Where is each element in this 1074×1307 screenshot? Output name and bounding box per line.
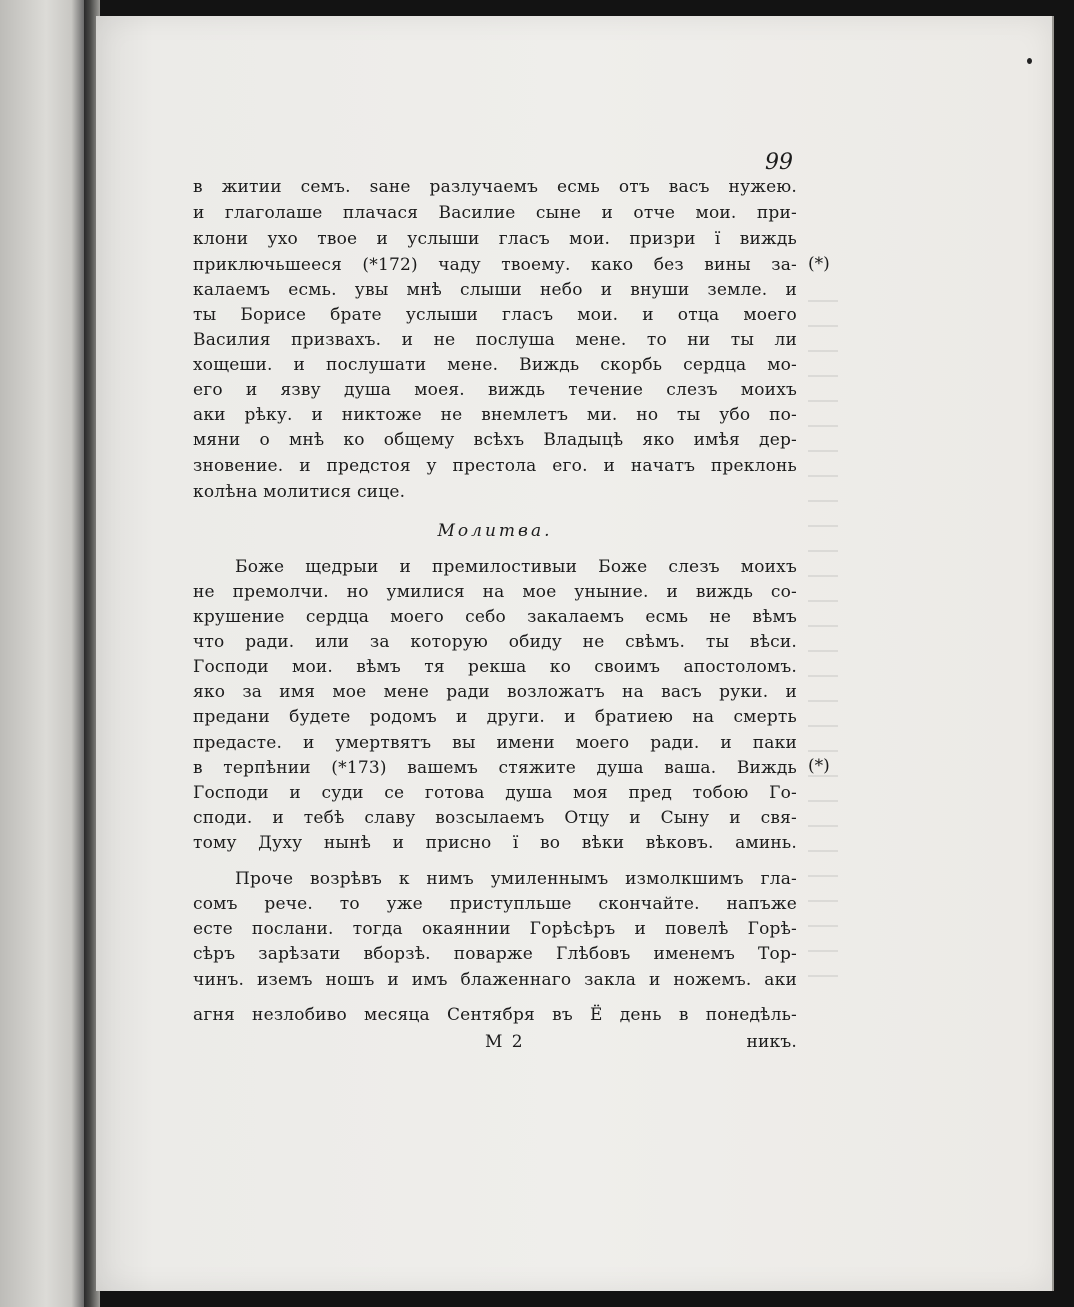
text-line: колѣна молитися сице. <box>193 482 406 502</box>
text-line: Василия призвахъ. и не послуша мене. то ни ты ли <box>193 330 797 350</box>
prayer-heading: Молитва. <box>437 521 553 541</box>
text-line: в терпѣнии (*173) вашемъ стяжите душа ваша. Виждь <box>193 758 797 778</box>
text-line: Проче возрѣвъ к нимъ умиленнымъ измолкшимъ гла- <box>235 869 797 889</box>
text-line: сѣръ зарѣзати вборзѣ. поварже Глѣбовъ именемъ Тор- <box>193 944 797 964</box>
left-page-edge <box>0 0 84 1307</box>
page-mark-dot <box>1027 58 1032 64</box>
text-line: и глаголаше плачася Василие сыне и отче мои. при- <box>193 203 797 223</box>
text-line: агня незлобиво месяца Сентября въ Ё день в понедѣль- <box>193 1005 797 1025</box>
text-line: его и язву душа моея. виждь течение слезъ моихъ <box>193 380 797 400</box>
text-line: Господи мои. вѣмъ тя рекша ко своимъ апостоломъ. <box>193 657 797 677</box>
footnote-marker: (*) <box>808 254 830 274</box>
text-line: крушение сердца моего себо закалаемъ есмь не вѣмъ <box>193 607 797 627</box>
text-line: яко за имя мое мене ради возложатъ на васъ руки. и <box>193 682 797 702</box>
page-number: 99 <box>765 150 793 175</box>
text-line: Боже щедрыи и премилостивыи Боже слезъ моихъ <box>235 557 797 577</box>
text-line: споди. и тебѣ славу возсылаемъ Отцу и Сыну и свя- <box>193 808 797 828</box>
footnote-marker: (*) <box>808 756 830 776</box>
text-line: клони ухо твое и услыши гласъ мои. призри ї виждь <box>193 229 797 249</box>
text-line: Господи и суди се готова душа моя пред тобою Го- <box>193 783 797 803</box>
text-line: есте послани. тогда окаяннии Горѣсѣръ и повелѣ Горѣ- <box>193 919 797 939</box>
show-through <box>808 300 838 1000</box>
signature-mark: М 2 <box>485 1032 525 1052</box>
text-line: калаемъ есмь. увы мнѣ слыши небо и внуши земле. и <box>193 280 797 300</box>
text-line: ты Борисе брате услыши гласъ мои. и отца моего <box>193 305 797 325</box>
text-line: хощеши. и послушати мене. Виждь скорбь сердца мо- <box>193 355 797 375</box>
text-line: мяни о мнѣ ко общему всѣхъ Владыцѣ яко имѣя дер- <box>193 430 797 450</box>
text-line: чинъ. иземъ ношъ и имъ блаженнаго закла и ножемъ. аки <box>193 970 797 990</box>
catchword: никъ. <box>746 1032 797 1052</box>
text-line: предасте. и умертвятъ вы имени моего ради. и паки <box>193 733 797 753</box>
text-line: сомъ рече. то уже приступльше скончайте. напъже <box>193 894 797 914</box>
text-line: предани будете родомъ и други. и братиею на смерть <box>193 707 797 727</box>
text-line: что ради. или за которую обиду не свѣмъ. ты вѣси. <box>193 632 797 652</box>
text-line: приключьшееся (*172) чаду твоему. како без вины за- <box>193 255 797 275</box>
text-line: не премолчи. но умилися на мое уныние. и виждь со- <box>193 582 797 602</box>
text-line: зновение. и предстоя у престола его. и начатъ преклонь <box>193 456 797 476</box>
text-line: аки рѣку. и никтоже не внемлетъ ми. но ты убо по- <box>193 405 797 425</box>
text-line: тому Духу нынѣ и присно ї во вѣки вѣковъ. аминь. <box>193 833 797 853</box>
text-line: в житии семъ. ѕане разлучаемъ есмь отъ васъ нужею. <box>193 177 797 197</box>
